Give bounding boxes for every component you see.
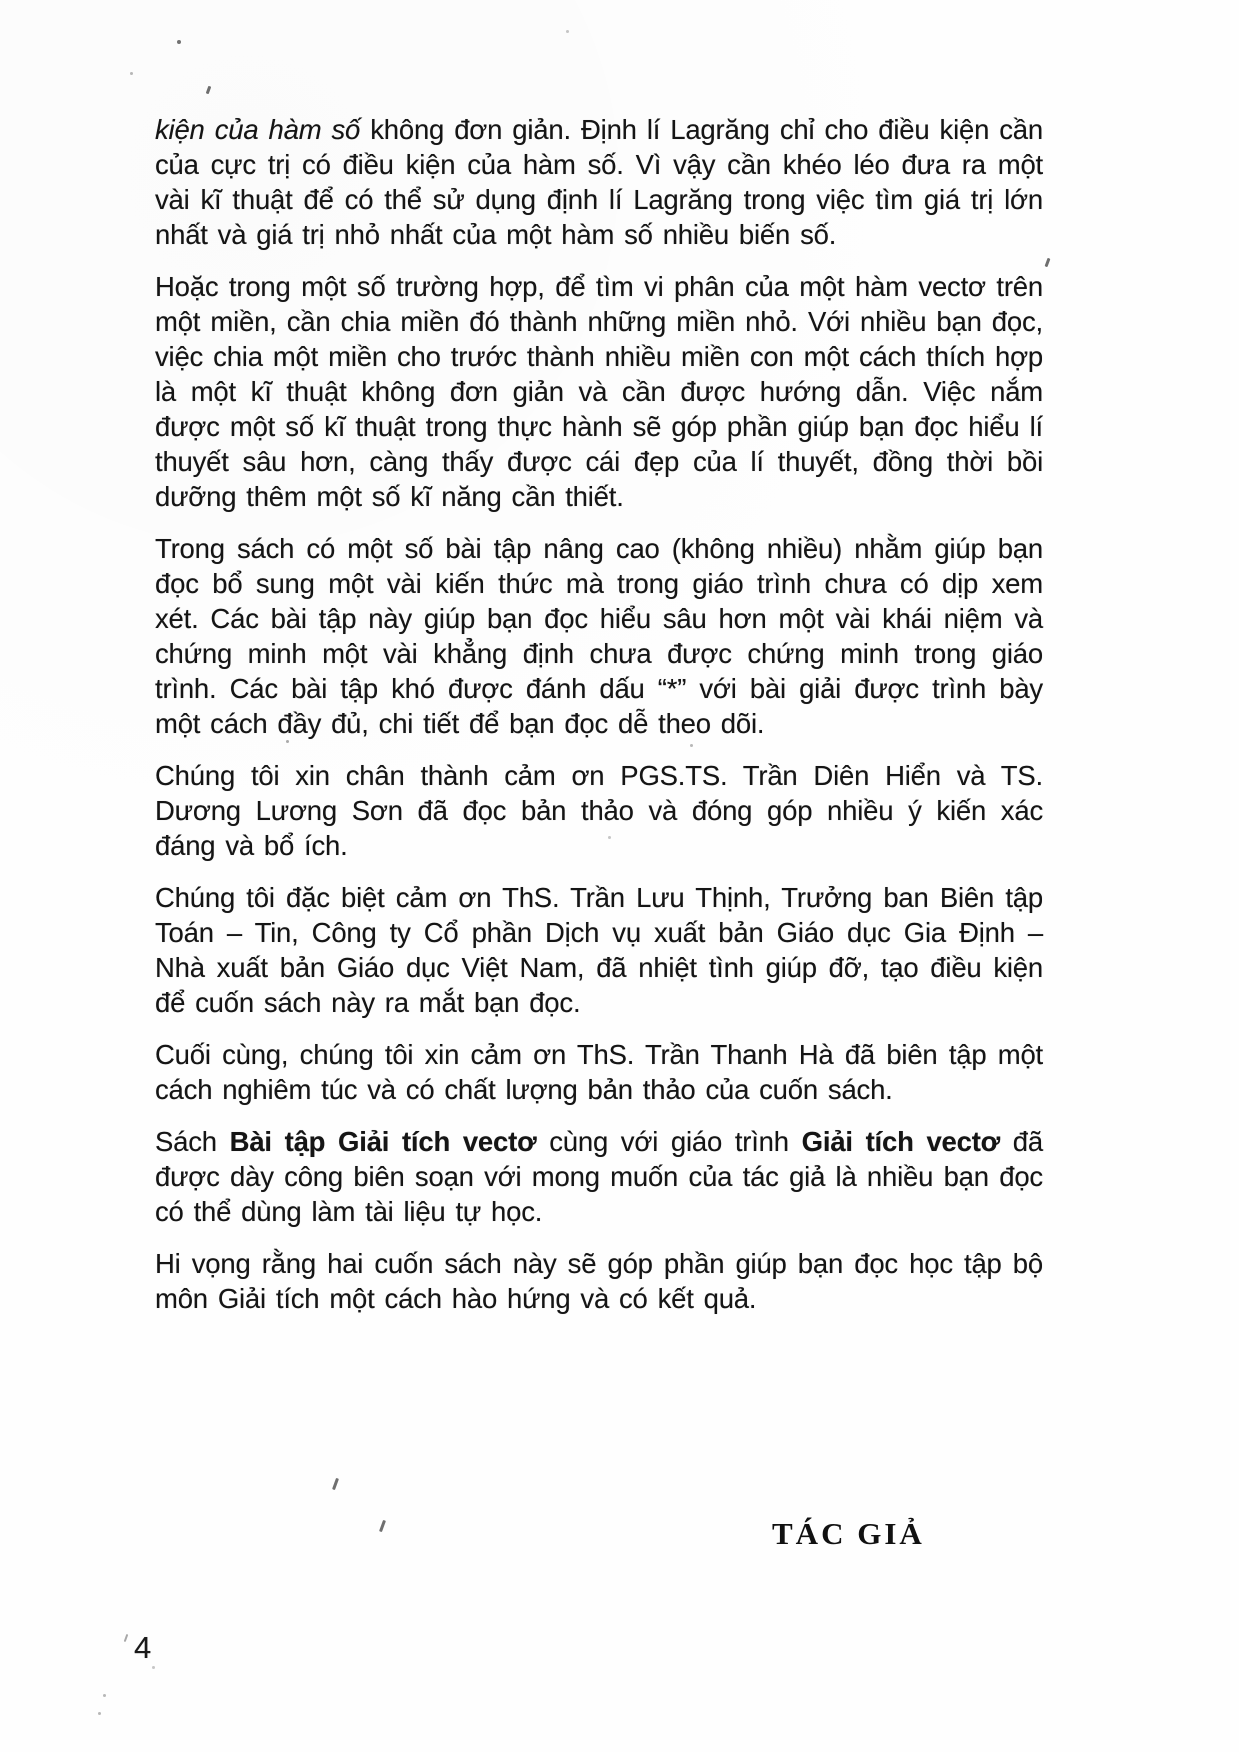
body-text: Chúng tôi xin chân thành cảm ơn PGS.TS. Trần Diên Hiển và TS. Dương Lương Sơn đã đọc bản thảo và đóng góp nhiều ý kiến xác đáng và bổ ích. [155, 760, 1043, 861]
body-text: đã được dày công biên soạn với mong muốn của tác giả là nhiều bạn đọc có thể dùng làm tài liệu tự học. [155, 1126, 1043, 1227]
paragraph [155, 880, 1043, 1020]
scan-speck [566, 30, 569, 33]
scan-speck [124, 1634, 129, 1642]
body-text: cùng với giáo trình [536, 1126, 802, 1157]
body-text: Trong sách có một số bài tập nâng cao (không nhiều) nhằm giúp bạn đọc bổ sung một vài kiến thức mà trong giáo trình chưa có dịp xem xét. Các bài tập này giúp bạn đọc hiểu sâu hơn một vài khái niệm và chứng minh một vài khẳng định chưa được chứng minh trong giáo trình. Các bài tập khó được đánh dấu “*” với bài giải được trình bày một cách đầy đủ, chi tiết để bạn đọc dễ theo dõi. [155, 533, 1043, 739]
scan-speck [152, 1666, 155, 1669]
body-text: Cuối cùng, chúng tôi xin cảm ơn ThS. Trần Thanh Hà đã biên tập một cách nghiêm túc và có chất lượng bản thảo của cuốn sách. [155, 1039, 1043, 1105]
paragraph [155, 758, 1043, 863]
body-text: Chúng tôi đặc biệt cảm ơn ThS. Trần Lưu Thịnh, Trưởng ban Biên tập Toán – Tin, Công ty Cổ phần Dịch vụ xuất bản Giáo dục Gia Định – Nhà xuất bản Giáo dục Việt Nam, đã nhiệt tình giúp đỡ, tạo điều kiện để cuốn sách này ra mắt bạn đọc. [155, 882, 1043, 1018]
page-number: 4 [134, 1630, 152, 1665]
body-text: không đơn giản. Định lí Lagrăng chỉ cho điều kiện cần của cực trị có điều kiện của hàm số. Vì vậy cần khéo léo đưa ra một vài kĩ thuật để có thể sử dụng định lí Lagrăng trong việc tìm giá trị lớn nhất và giá trị nhỏ nhất của một hàm số nhiều biến số. [155, 114, 1043, 250]
paragraph [155, 1037, 1043, 1107]
bold-book-title: Bài tập Giải tích vectơ [229, 1126, 537, 1157]
scan-speck [130, 72, 133, 75]
paragraph [155, 112, 1043, 252]
scan-speck [98, 1712, 101, 1715]
text-block [155, 112, 1043, 1333]
paragraph [155, 1124, 1043, 1229]
scan-speck [103, 1694, 106, 1697]
author-signature: TÁC GIẢ [772, 1516, 925, 1551]
scan-speck [206, 86, 212, 95]
body-text: Hi vọng rằng hai cuốn sách này sẽ góp phần giúp bạn đọc học tập bộ môn Giải tích một cách hào hứng và có kết quả. [155, 1248, 1043, 1314]
scan-speck [608, 836, 611, 839]
scan-speck [286, 740, 289, 743]
body-text: Hoặc trong một số trường hợp, để tìm vi phân của một hàm vectơ trên một miền, cần chia miền đó thành những miền nhỏ. Với nhiều bạn đọc, việc chia một miền cho trước thành nhiều miền con một cách thích hợp là một kĩ thuật không đơn giản và cần được hướng dẫn. Việc nắm được một số kĩ thuật trong thực hành sẽ góp phần giúp bạn đọc hiểu lí thuyết sâu hơn, càng thấy được cái đẹp của lí thuyết, đồng thời bồi dưỡng thêm một số kĩ năng cần thiết. [155, 271, 1043, 512]
scan-speck [1045, 258, 1051, 267]
bold-book-title: Giải tích vectơ [801, 1126, 1001, 1157]
body-text: Sách [155, 1126, 230, 1157]
paragraph [155, 1246, 1043, 1316]
paragraph [155, 269, 1043, 514]
italic-text: kiện của hàm số [155, 114, 361, 145]
scan-speck [332, 1478, 339, 1490]
paragraph [155, 531, 1043, 741]
scan-speck [690, 744, 693, 747]
scan-speck [379, 1520, 386, 1532]
scan-speck [177, 40, 181, 44]
